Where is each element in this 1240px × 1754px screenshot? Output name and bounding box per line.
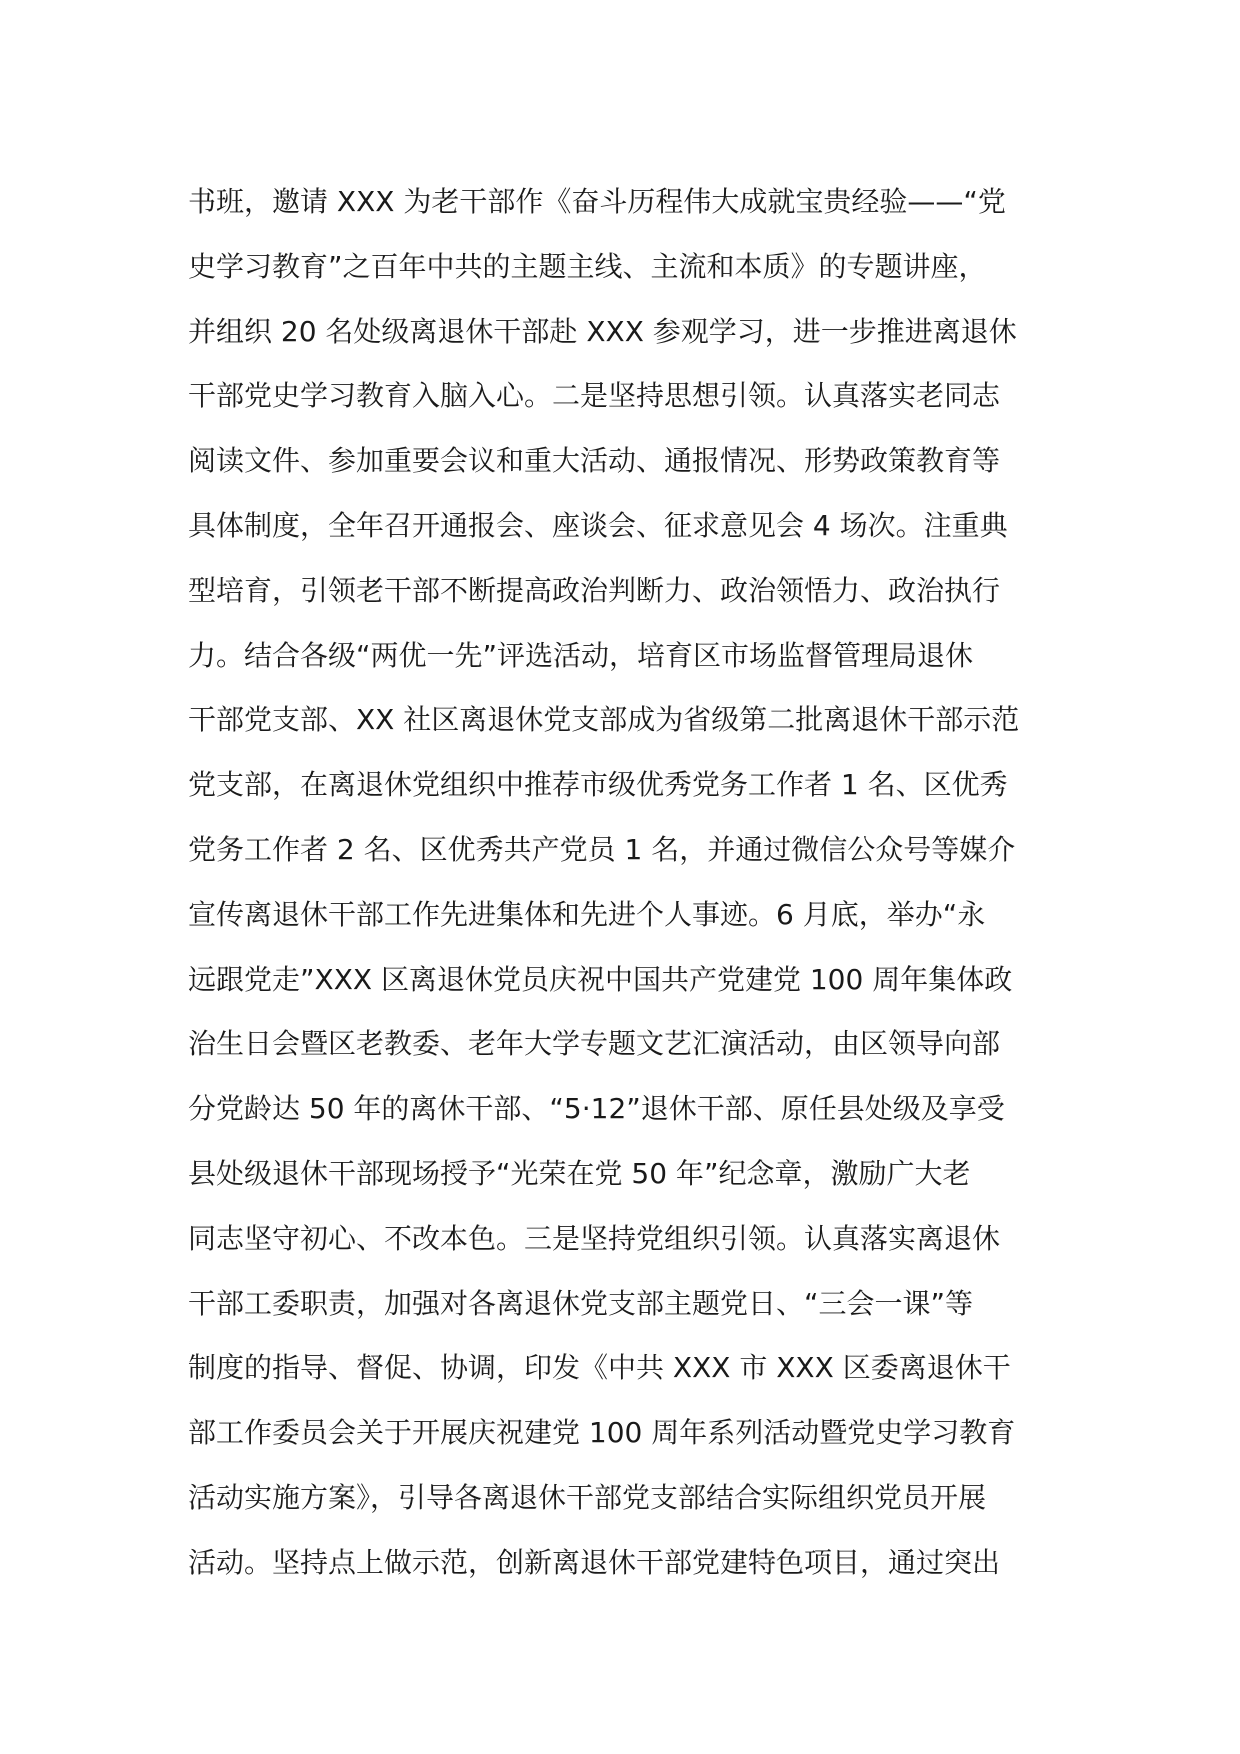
text-line-13: 远跟党走”XXX 区离退休党员庆祝中国共产党建党 100 周年集体政: [188, 962, 1013, 996]
body-paragraph: [188, 170, 1068, 1596]
text-line-20: 部工作委员会关于开展庆祝建党 100 周年系列活动暨党史学习教育: [188, 1416, 1016, 1450]
text-line-17: 同志坚守初心、不改本色。三是坚持党组织引领。认真落实离退休: [188, 1221, 1001, 1255]
text-line-16: 县处级退休干部现场授予“光荣在党 50 年”纪念章，激励广大老: [188, 1156, 971, 1190]
text-line-2: 史学习教育”之百年中共的主题主线、主流和本质》的专题讲座，: [188, 249, 987, 283]
text-line-5: 阅读文件、参加重要会议和重大活动、通报情况、形势政策教育等: [188, 444, 1001, 478]
text-line-4: 干部党史学习教育入脑入心。二是坚持思想引领。认真落实老同志: [188, 379, 1001, 413]
text-line-6: 具体制度，全年召开通报会、座谈会、征求意见会 4 场次。注重典: [188, 508, 1008, 542]
text-line-11: 党务工作者 2 名、区优秀共产党员 1 名，并通过微信公众号等媒介: [188, 832, 1016, 866]
text-line-3: 并组织 20 名处级离退休干部赴 XXX 参观学习，进一步推进离退休: [188, 314, 1017, 348]
text-line-12: 宣传离退休干部工作先进集体和先进个人事迹。6 月底，举办“永: [188, 897, 986, 931]
text-line-8: 力。结合各级“两优一先”评选活动，培育区市场监督管理局退休: [188, 638, 974, 672]
text-line-18: 干部工委职责，加强对各离退休党支部主题党日、“三会一课”等: [188, 1286, 974, 1320]
text-line-15: 分党龄达 50 年的离休干部、“5·12”退休干部、原任县处级及享受: [188, 1092, 1005, 1126]
text-line-7: 型培育，引领老干部不断提高政治判断力、政治领悟力、政治执行: [188, 573, 1001, 607]
text-line-1: 书班，邀请 XXX 为老干部作《奋斗历程伟大成就宝贵经验——“党: [188, 185, 1006, 218]
text-line-10: 党支部，在离退休党组织中推荐市级优秀党务工作者 1 名、区优秀: [188, 768, 1008, 802]
text-line-9: 干部党支部、XX 社区离退休党支部成为省级第二批离退休干部示范: [188, 703, 1020, 737]
text-line-14: 治生日会暨区老教委、老年大学专题文艺汇演活动，由区领导向部: [188, 1027, 1001, 1061]
text-line-19: 制度的指导、督促、协调，印发《中共 XXX 市 XXX 区委离退休干: [188, 1351, 1011, 1385]
text-line-21: 活动实施方案》，引导各离退休干部党支部结合实际组织党员开展: [188, 1480, 987, 1514]
text-line-22: 活动。坚持点上做示范，创新离退休干部党建特色项目，通过突出: [188, 1545, 1001, 1579]
